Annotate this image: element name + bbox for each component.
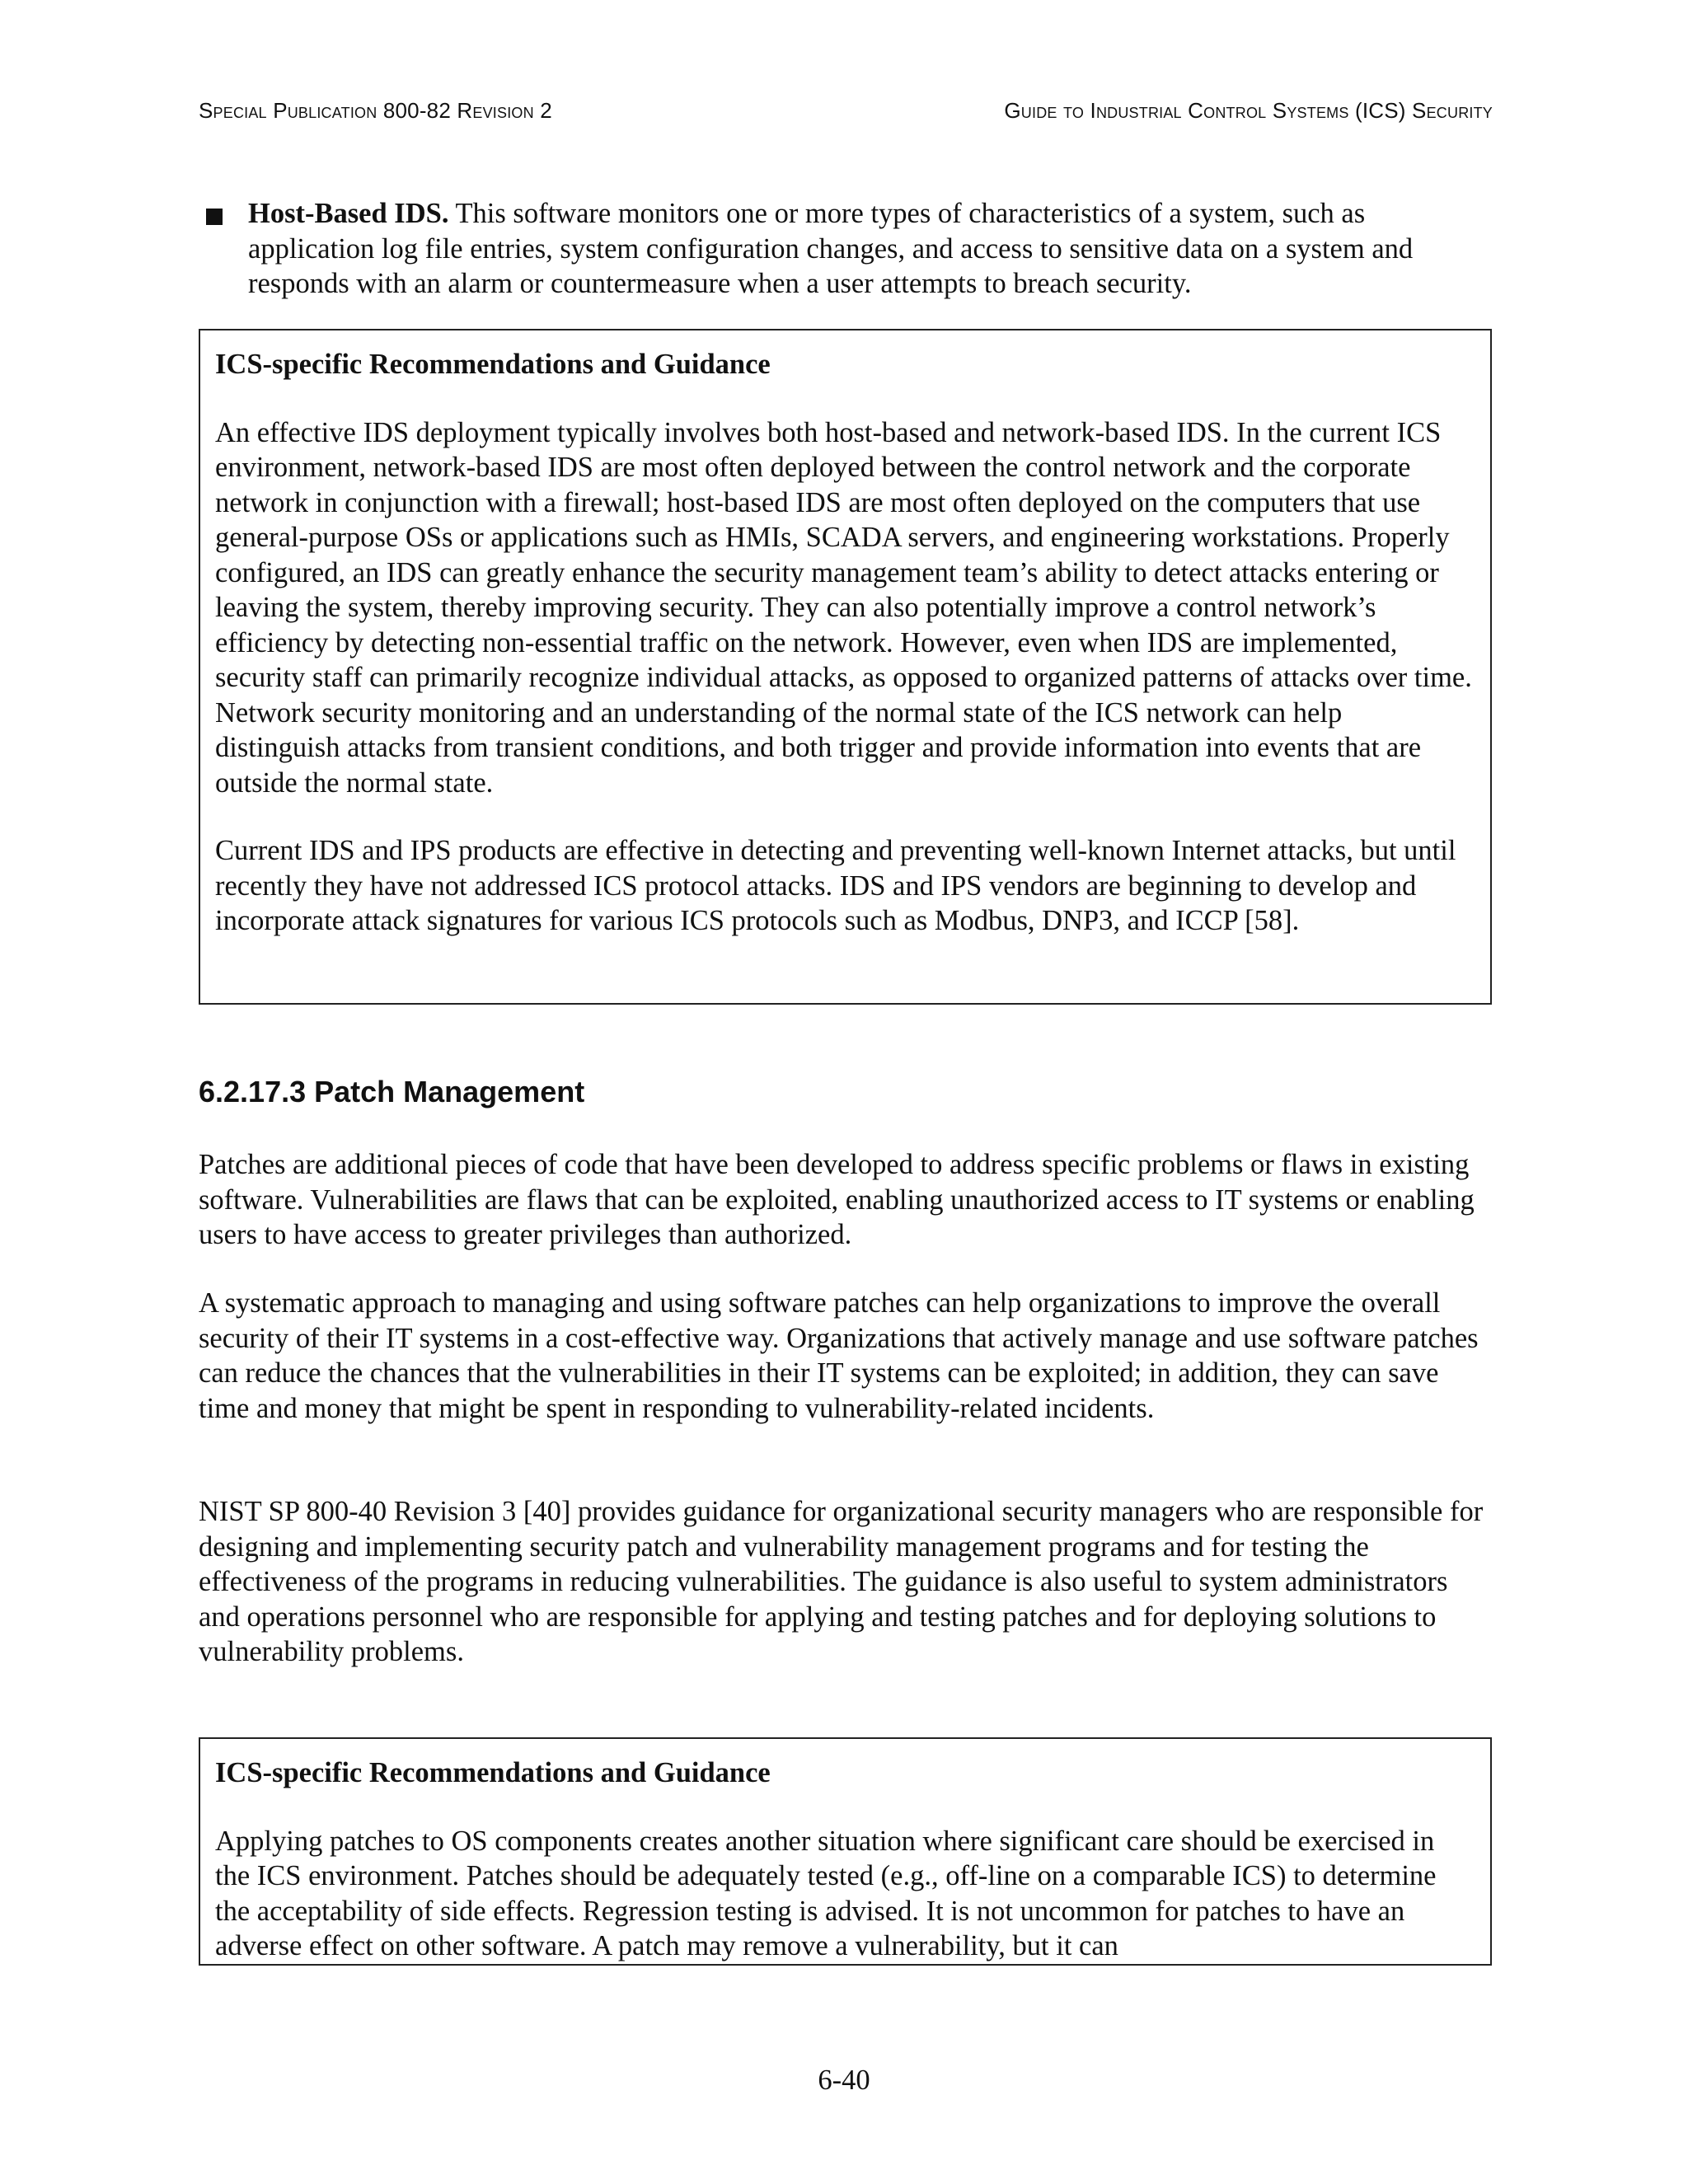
square-bullet-icon [206,209,223,225]
body-paragraph: NIST SP 800-40 Revision 3 [40] provides guidance for organizational security managers who are responsible for designing and implementing security patch and vulnerability management programs and for testing the effectiveness of the programs in reducing vulnerabilities. The guidance is also useful to system administrators and operations personnel who are responsible for applying and testing patches and for deploying solutions to vulnerability problems. [199,1496,1484,1667]
guidance-paragraph: Applying patches to OS components creates another situation where significant care should be exercised in the ICS environment. Patches should be adequately tested (e.g., off-line on a comparable ICS) to determine the acceptability of side effects. Regression testing is advised. It is not uncommon for patches to have an adverse effect on other software. A patch may remove a vulnerability, but it can [215,1825,1437,1961]
host-based-ids-bullet [199,196,1493,302]
body-paragraph: A systematic approach to managing and using software patches can help organizations to improve the overall security of their IT systems in a cost-effective way. Organizations that actively manage and use software patches can reduce the chances that the vulnerabilities in their IT systems can be exploited; in addition, they can save time and money that might be spent in responding to vulnerability-related incidents. [199,1287,1479,1424]
ids-guidance-box [199,329,1492,1005]
guidance-paragraph: An effective IDS deployment typically involves both host-based and network-based IDS. In the current ICS environment, network-based IDS are most often deployed between the control network and the corporate network in conjunction with a firewall; host-based IDS are most often deployed on the computers that use general-purpose OSs or applications such as HMIs, SCADA servers, and engineering workstations. Properly configured, an IDS can greatly enhance the security management team’s ability to detect attacks entering or leaving the system, thereby improving security. They can also potentially improve a control network’s efficiency by detecting non-essential traffic on the network. However, even when IDS are implemented, security staff can primarily recognize individual attacks, as opposed to organized patterns of attacks over time. Network security monitoring and an understanding of the normal state of the ICS network can help distinguish attacks from transient conditions, and both trigger and provide information into events that are outside the normal state. [215,416,1472,799]
bullet-text [248,196,1493,302]
bullet-body: This software monitors one or more types of characteristics of a system, such as application log file entries, system configuration changes, and access to sensitive data on a system and responds with an alarm or countermeasure when a user attempts to breach security. [248,198,1414,299]
page-number: 6-40 [818,2064,870,2096]
guidance-box-title: ICS-specific Recommendations and Guidance [215,349,771,380]
guidance-paragraph: Current IDS and IPS products are effective in detecting and preventing well-known Internet attacks, but until recently they have not addressed ICS protocol attacks. IDS and IPS vendors are beginning to develop and incorporate attack signatures for various ICS protocols such as Modbus, DNP3, and ICCP [58]. [215,835,1456,936]
header-publication-title: Special Publication 800-82 Revision 2 [199,98,552,123]
guidance-box-title: ICS-specific Recommendations and Guidance [215,1757,771,1788]
patch-guidance-box [199,1737,1492,1966]
section-heading: 6.2.17.3 Patch Management [199,1075,585,1108]
header-document-title: Guide to Industrial Control Systems (ICS) Security [1004,98,1493,123]
body-paragraph: Patches are additional pieces of code that have been developed to address specific problems or flaws in existing software. Vulnerabilities are flaws that can be exploited, enabling unauthorized access to IT systems or enabling users to have access to greater privileges than authorized. [199,1149,1475,1250]
page-header [199,98,1493,131]
bullet-title: Host-Based IDS. [248,198,449,229]
